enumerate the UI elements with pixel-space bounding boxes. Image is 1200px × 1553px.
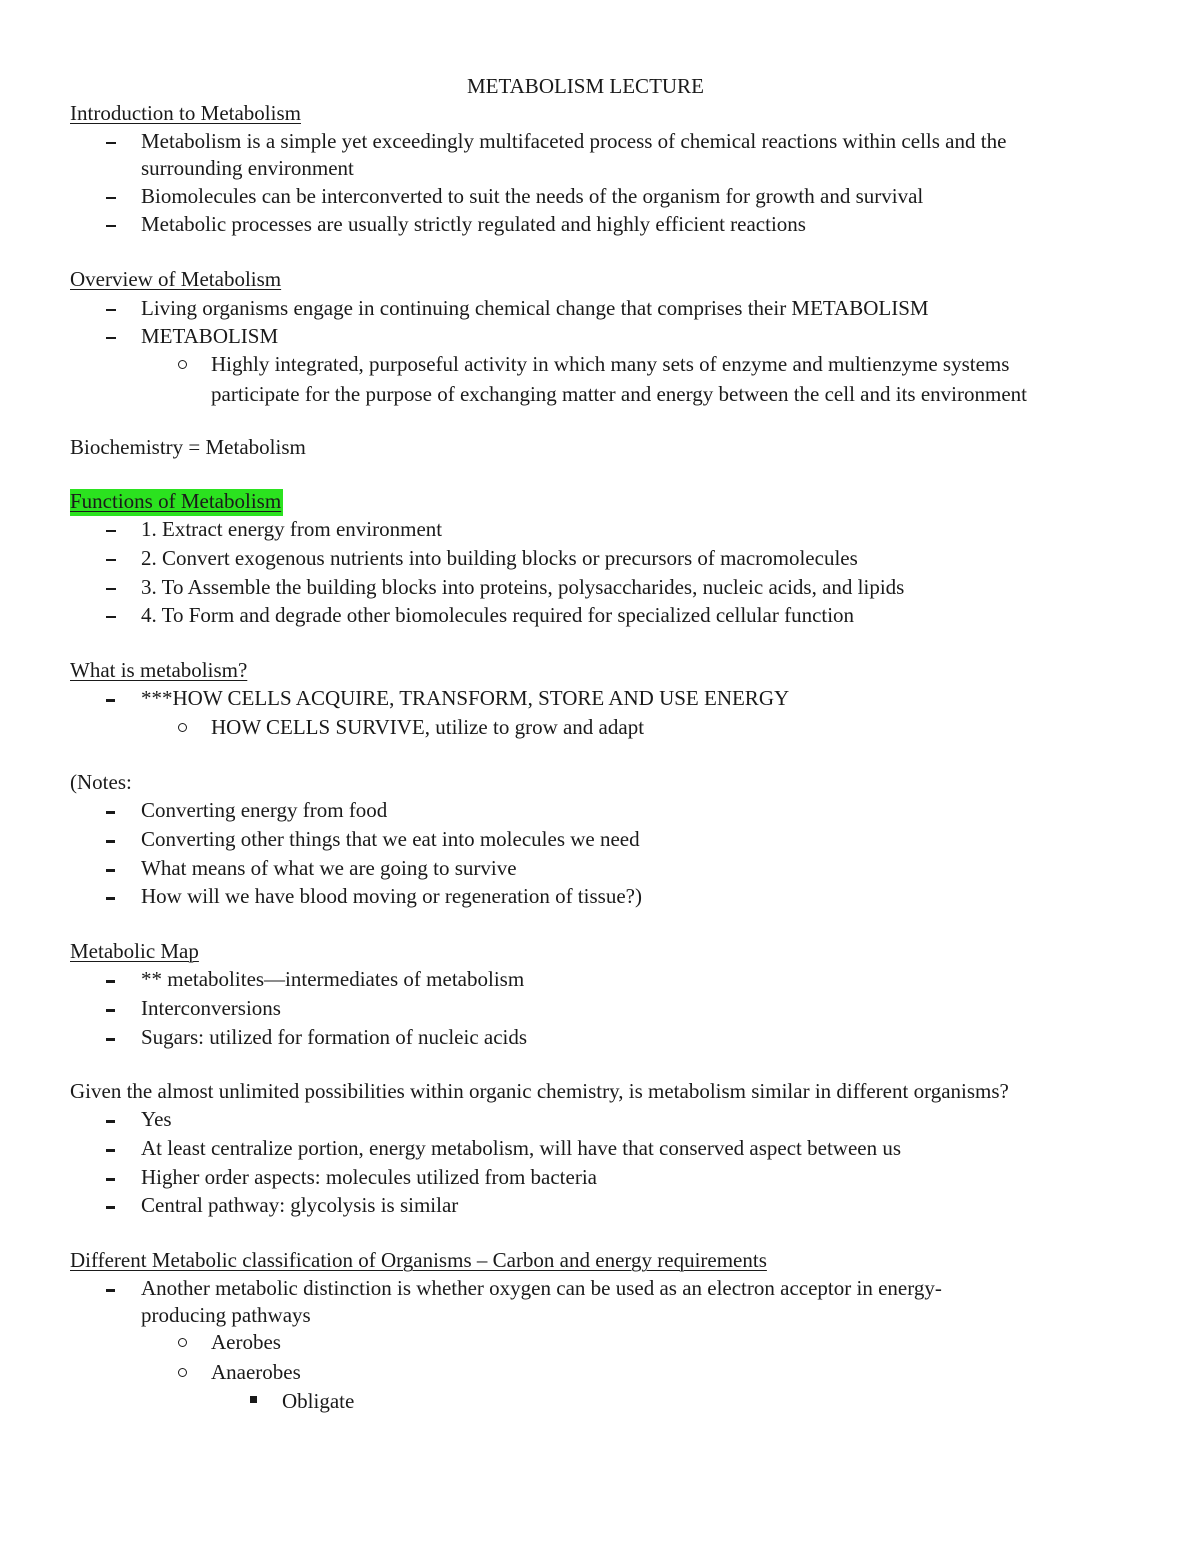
map-bullet-3: Sugars: utilized for formation of nucleic acids	[141, 1025, 528, 1049]
section-heading-intro: Introduction to Metabolism	[70, 101, 301, 125]
classification-bullet-1: Another metabolic distinction is whether oxygen can be used as an electron acceptor in energy-	[141, 1276, 942, 1300]
dash-bullet	[106, 1149, 115, 1152]
dash-bullet	[106, 559, 116, 561]
overview-bullet-2: METABOLISM	[141, 324, 279, 348]
highlighted-heading: Functions of Metabolism	[70, 489, 283, 516]
dash-bullet	[106, 337, 116, 339]
question-bullet-4: Central pathway: glycolysis is similar	[141, 1193, 459, 1217]
dash-bullet	[106, 1038, 115, 1041]
section-heading-map: Metabolic Map	[70, 939, 199, 963]
classification-sub-sub-1: Obligate	[282, 1389, 355, 1413]
dash-bullet	[106, 616, 116, 618]
dash-bullet	[106, 699, 115, 702]
classification-bullet-1-cont: producing pathways	[141, 1303, 311, 1327]
intro-bullet-1-cont: surrounding environment	[141, 156, 354, 180]
dash-bullet	[106, 897, 115, 900]
section-heading-what: What is metabolism?	[70, 658, 248, 682]
map-bullet-1: ** metabolites—intermediates of metabolism	[141, 967, 525, 991]
question-bullet-2: At least centralize portion, energy metabolism, will have that conserved aspect between us	[141, 1136, 902, 1160]
section-heading-overview: Overview of Metabolism	[70, 267, 282, 291]
what-sub-1: HOW CELLS SURVIVE, utilize to grow and adapt	[211, 715, 645, 739]
circle-bullet	[178, 1338, 187, 1347]
dash-bullet	[106, 1120, 115, 1123]
square-bullet	[250, 1396, 257, 1403]
dash-bullet	[106, 142, 116, 144]
functions-bullet-4: 4. To Form and degrade other biomolecules required for specialized cellular function	[141, 603, 855, 627]
dash-bullet	[106, 811, 115, 814]
notes-bullet-4: How will we have blood moving or regeneration of tissue?)	[141, 884, 642, 908]
circle-bullet	[178, 360, 187, 369]
classification-sub-2: Anaerobes	[211, 1360, 301, 1384]
page-title: METABOLISM LECTURE	[467, 74, 704, 98]
notes-heading: (Notes:	[70, 770, 132, 794]
intro-bullet-2: Biomolecules can be interconverted to suit the needs of the organism for growth and survival	[141, 184, 924, 208]
question-bullet-3: Higher order aspects: molecules utilized from bacteria	[141, 1165, 597, 1189]
dash-bullet	[106, 1178, 115, 1181]
dash-bullet	[106, 588, 116, 590]
equation-line: Biochemistry = Metabolism	[70, 435, 306, 459]
what-bullet-1: ***HOW CELLS ACQUIRE, TRANSFORM, STORE AND USE ENERGY	[141, 686, 790, 710]
intro-bullet-1: Metabolism is a simple yet exceedingly multifaceted process of chemical reactions within cells and the	[141, 129, 1007, 153]
dash-bullet	[106, 1289, 115, 1292]
functions-bullet-3: 3. To Assemble the building blocks into proteins, polysaccharides, nucleic acids, and lipids	[141, 575, 905, 599]
circle-bullet	[178, 1368, 187, 1377]
dash-bullet	[106, 980, 115, 983]
circle-bullet	[178, 723, 187, 732]
functions-bullet-1: 1. Extract energy from environment	[141, 517, 443, 541]
notes-bullet-2: Converting other things that we eat into molecules we need	[141, 827, 640, 851]
overview-sub-1: Highly integrated, purposeful activity in which many sets of enzyme and multienzyme systems	[211, 352, 1010, 376]
section-heading-functions	[70, 491, 283, 512]
dash-bullet	[106, 869, 115, 872]
notes-bullet-3: What means of what we are going to survive	[141, 856, 517, 880]
question-heading: Given the almost unlimited possibilities within organic chemistry, is metabolism similar in different organisms?	[70, 1079, 1009, 1103]
dash-bullet	[106, 1206, 115, 1209]
functions-bullet-2: 2. Convert exogenous nutrients into building blocks or precursors of macromolecules	[141, 546, 858, 570]
overview-sub-1-cont: participate for the purpose of exchanging matter and energy between the cell and its environment	[211, 382, 1027, 406]
dash-bullet	[106, 197, 116, 199]
notes-bullet-1: Converting energy from food	[141, 798, 388, 822]
dash-bullet	[106, 225, 116, 227]
intro-bullet-3: Metabolic processes are usually strictly regulated and highly efficient reactions	[141, 212, 806, 236]
section-heading-classification: Different Metabolic classification of Organisms – Carbon and energy requirements	[70, 1248, 767, 1272]
map-bullet-2: Interconversions	[141, 996, 281, 1020]
dash-bullet	[106, 840, 115, 843]
dash-bullet	[106, 530, 116, 532]
classification-sub-1: Aerobes	[211, 1330, 281, 1354]
dash-bullet	[106, 309, 116, 311]
question-bullet-1: Yes	[141, 1107, 172, 1131]
overview-bullet-1: Living organisms engage in continuing chemical change that comprises their METABOLISM	[141, 296, 929, 320]
dash-bullet	[106, 1009, 115, 1012]
